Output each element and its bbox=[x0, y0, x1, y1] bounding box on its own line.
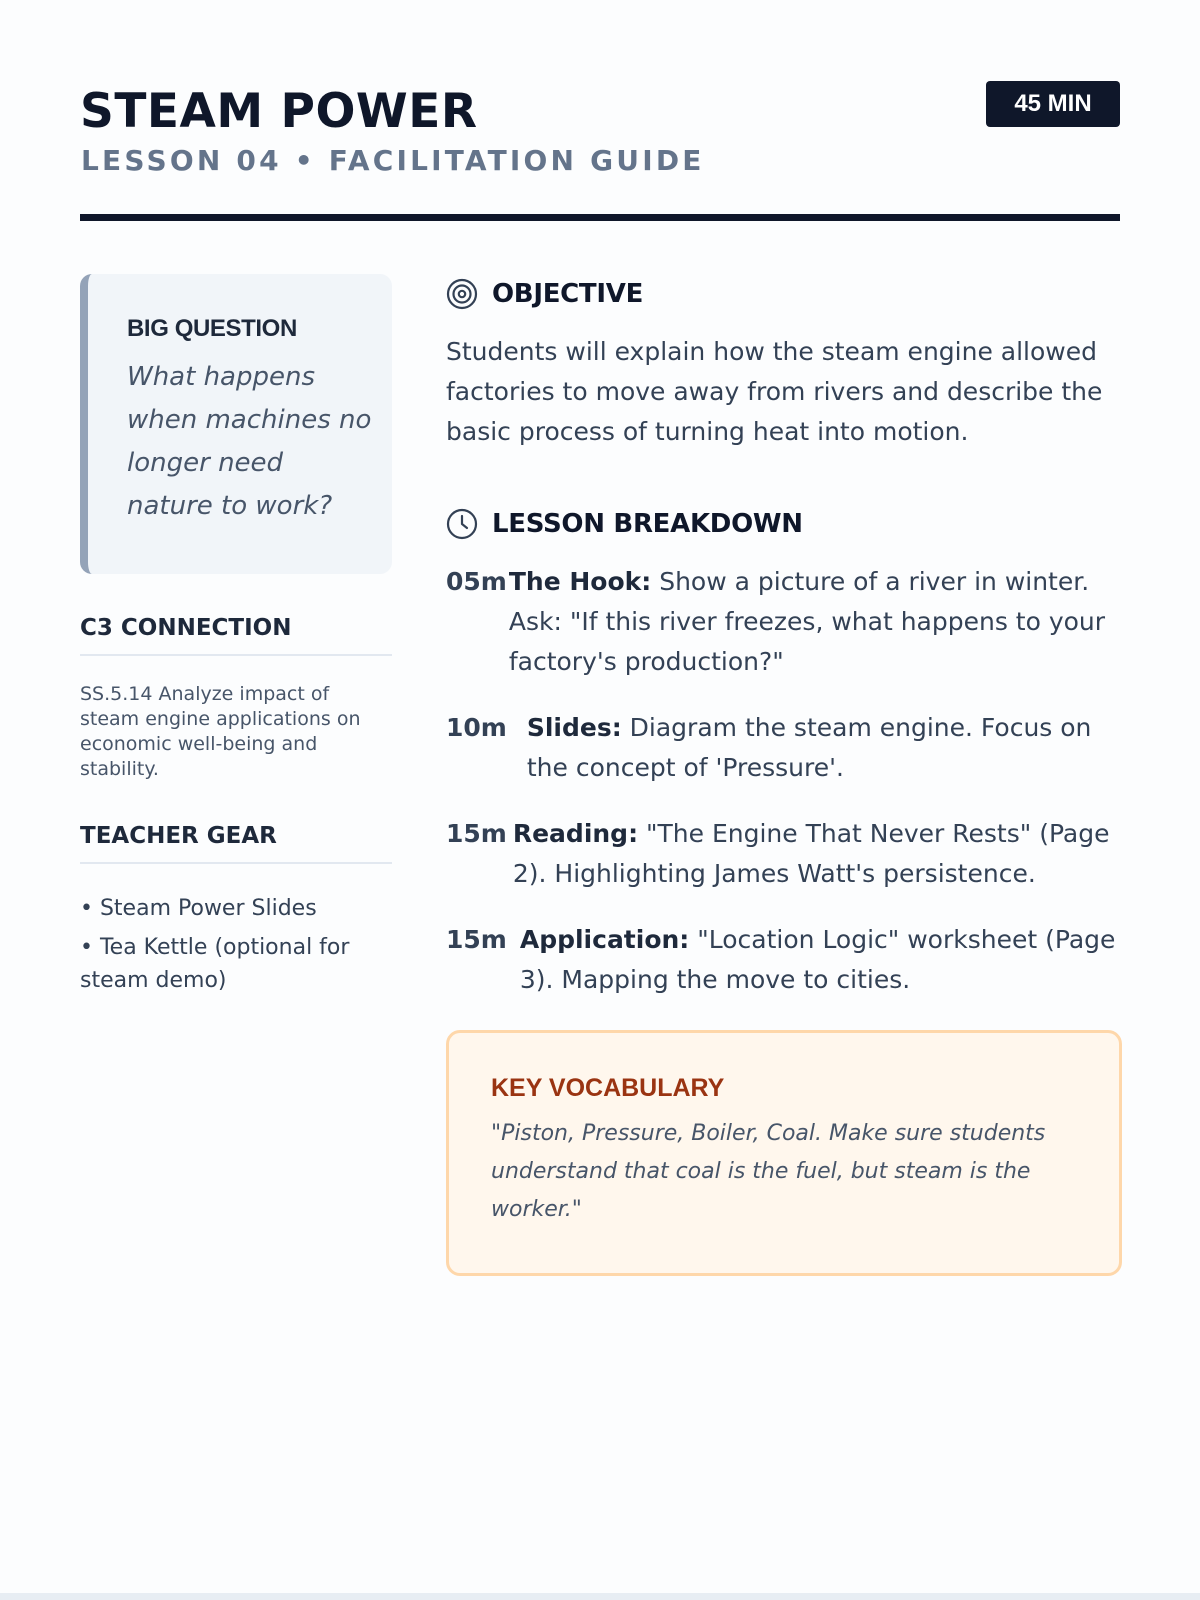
duration-badge: 45 MIN bbox=[986, 81, 1120, 127]
big-question-card bbox=[80, 274, 392, 574]
breakdown-heading: LESSON BREAKDOWN bbox=[492, 509, 803, 539]
step-label: Application: bbox=[519, 925, 690, 954]
step-body bbox=[509, 562, 1122, 682]
c3-connection-heading: C3 CONNECTION bbox=[80, 614, 392, 656]
step-text: Diagram the steam engine. Focus on the concept of 'Pressure'. bbox=[526, 713, 1092, 782]
clock-icon bbox=[446, 508, 478, 540]
breakdown-heading-row bbox=[446, 504, 1122, 544]
key-vocabulary-text: "Piston, Pressure, Boiler, Coal. Make sure students understand that coal is the fuel, but steam is the worker." bbox=[491, 1121, 1046, 1222]
list-item: • Tea Kettle (optional for steam demo) bbox=[80, 935, 350, 993]
breakdown-steps bbox=[446, 562, 1122, 1000]
step-label: Slides: bbox=[526, 713, 622, 742]
big-question-text: What happens when machines no longer need nature to work? bbox=[127, 362, 372, 521]
breakdown-step bbox=[446, 562, 1122, 682]
objective-heading-row bbox=[446, 274, 1122, 314]
lesson-header bbox=[80, 78, 1120, 222]
step-time: 05m bbox=[446, 567, 507, 596]
key-vocabulary-card bbox=[446, 1030, 1122, 1276]
step-text: Show a picture of a river in winter. Ask: "If this river freezes, what happens to your factory's production?" bbox=[508, 567, 1106, 676]
lesson-title: STEAM POWER bbox=[80, 84, 478, 139]
big-question-label: BIG QUESTION bbox=[127, 315, 297, 342]
step-body bbox=[520, 920, 1122, 1000]
lesson-breakdown-section bbox=[446, 504, 1122, 1000]
breakdown-step bbox=[446, 708, 1122, 788]
target-icon bbox=[446, 278, 478, 310]
objective-section bbox=[446, 274, 1122, 452]
teacher-gear-section bbox=[80, 822, 392, 997]
step-text: "The Engine That Never Rests" (Page 2). Highlighting James Watt's persistence. bbox=[512, 819, 1110, 888]
lesson-subtitle: LESSON 04 • FACILITATION GUIDE bbox=[81, 144, 705, 177]
step-text: "Location Logic" worksheet (Page 3). Mapping the move to cities. bbox=[519, 925, 1116, 994]
step-time: 15m bbox=[446, 925, 507, 954]
c3-connection-section bbox=[80, 614, 392, 782]
step-time: 10m bbox=[446, 713, 507, 742]
breakdown-step bbox=[446, 920, 1122, 1000]
step-body bbox=[513, 814, 1122, 894]
step-label: The Hook: bbox=[508, 567, 652, 596]
breakdown-step bbox=[446, 814, 1122, 894]
list-item: • Steam Power Slides bbox=[80, 896, 317, 921]
teacher-gear-heading: TEACHER GEAR bbox=[80, 822, 392, 864]
header-divider bbox=[80, 214, 1120, 221]
objective-text: Students will explain how the steam engine allowed factories to move away from rivers and describe the basic process of turning heat into motion. bbox=[446, 337, 1103, 446]
key-vocabulary-heading: KEY VOCABULARY bbox=[491, 1074, 725, 1102]
objective-heading: OBJECTIVE bbox=[492, 279, 644, 309]
step-label: Reading: bbox=[512, 819, 639, 848]
step-time: 15m bbox=[446, 819, 507, 848]
teacher-gear-list bbox=[80, 892, 392, 997]
main-content bbox=[446, 274, 1122, 1276]
sidebar bbox=[80, 274, 392, 1003]
c3-standard-text: SS.5.14 Analyze impact of steam engine applications on economic well-being and stability. bbox=[80, 683, 361, 780]
step-body bbox=[527, 708, 1122, 788]
